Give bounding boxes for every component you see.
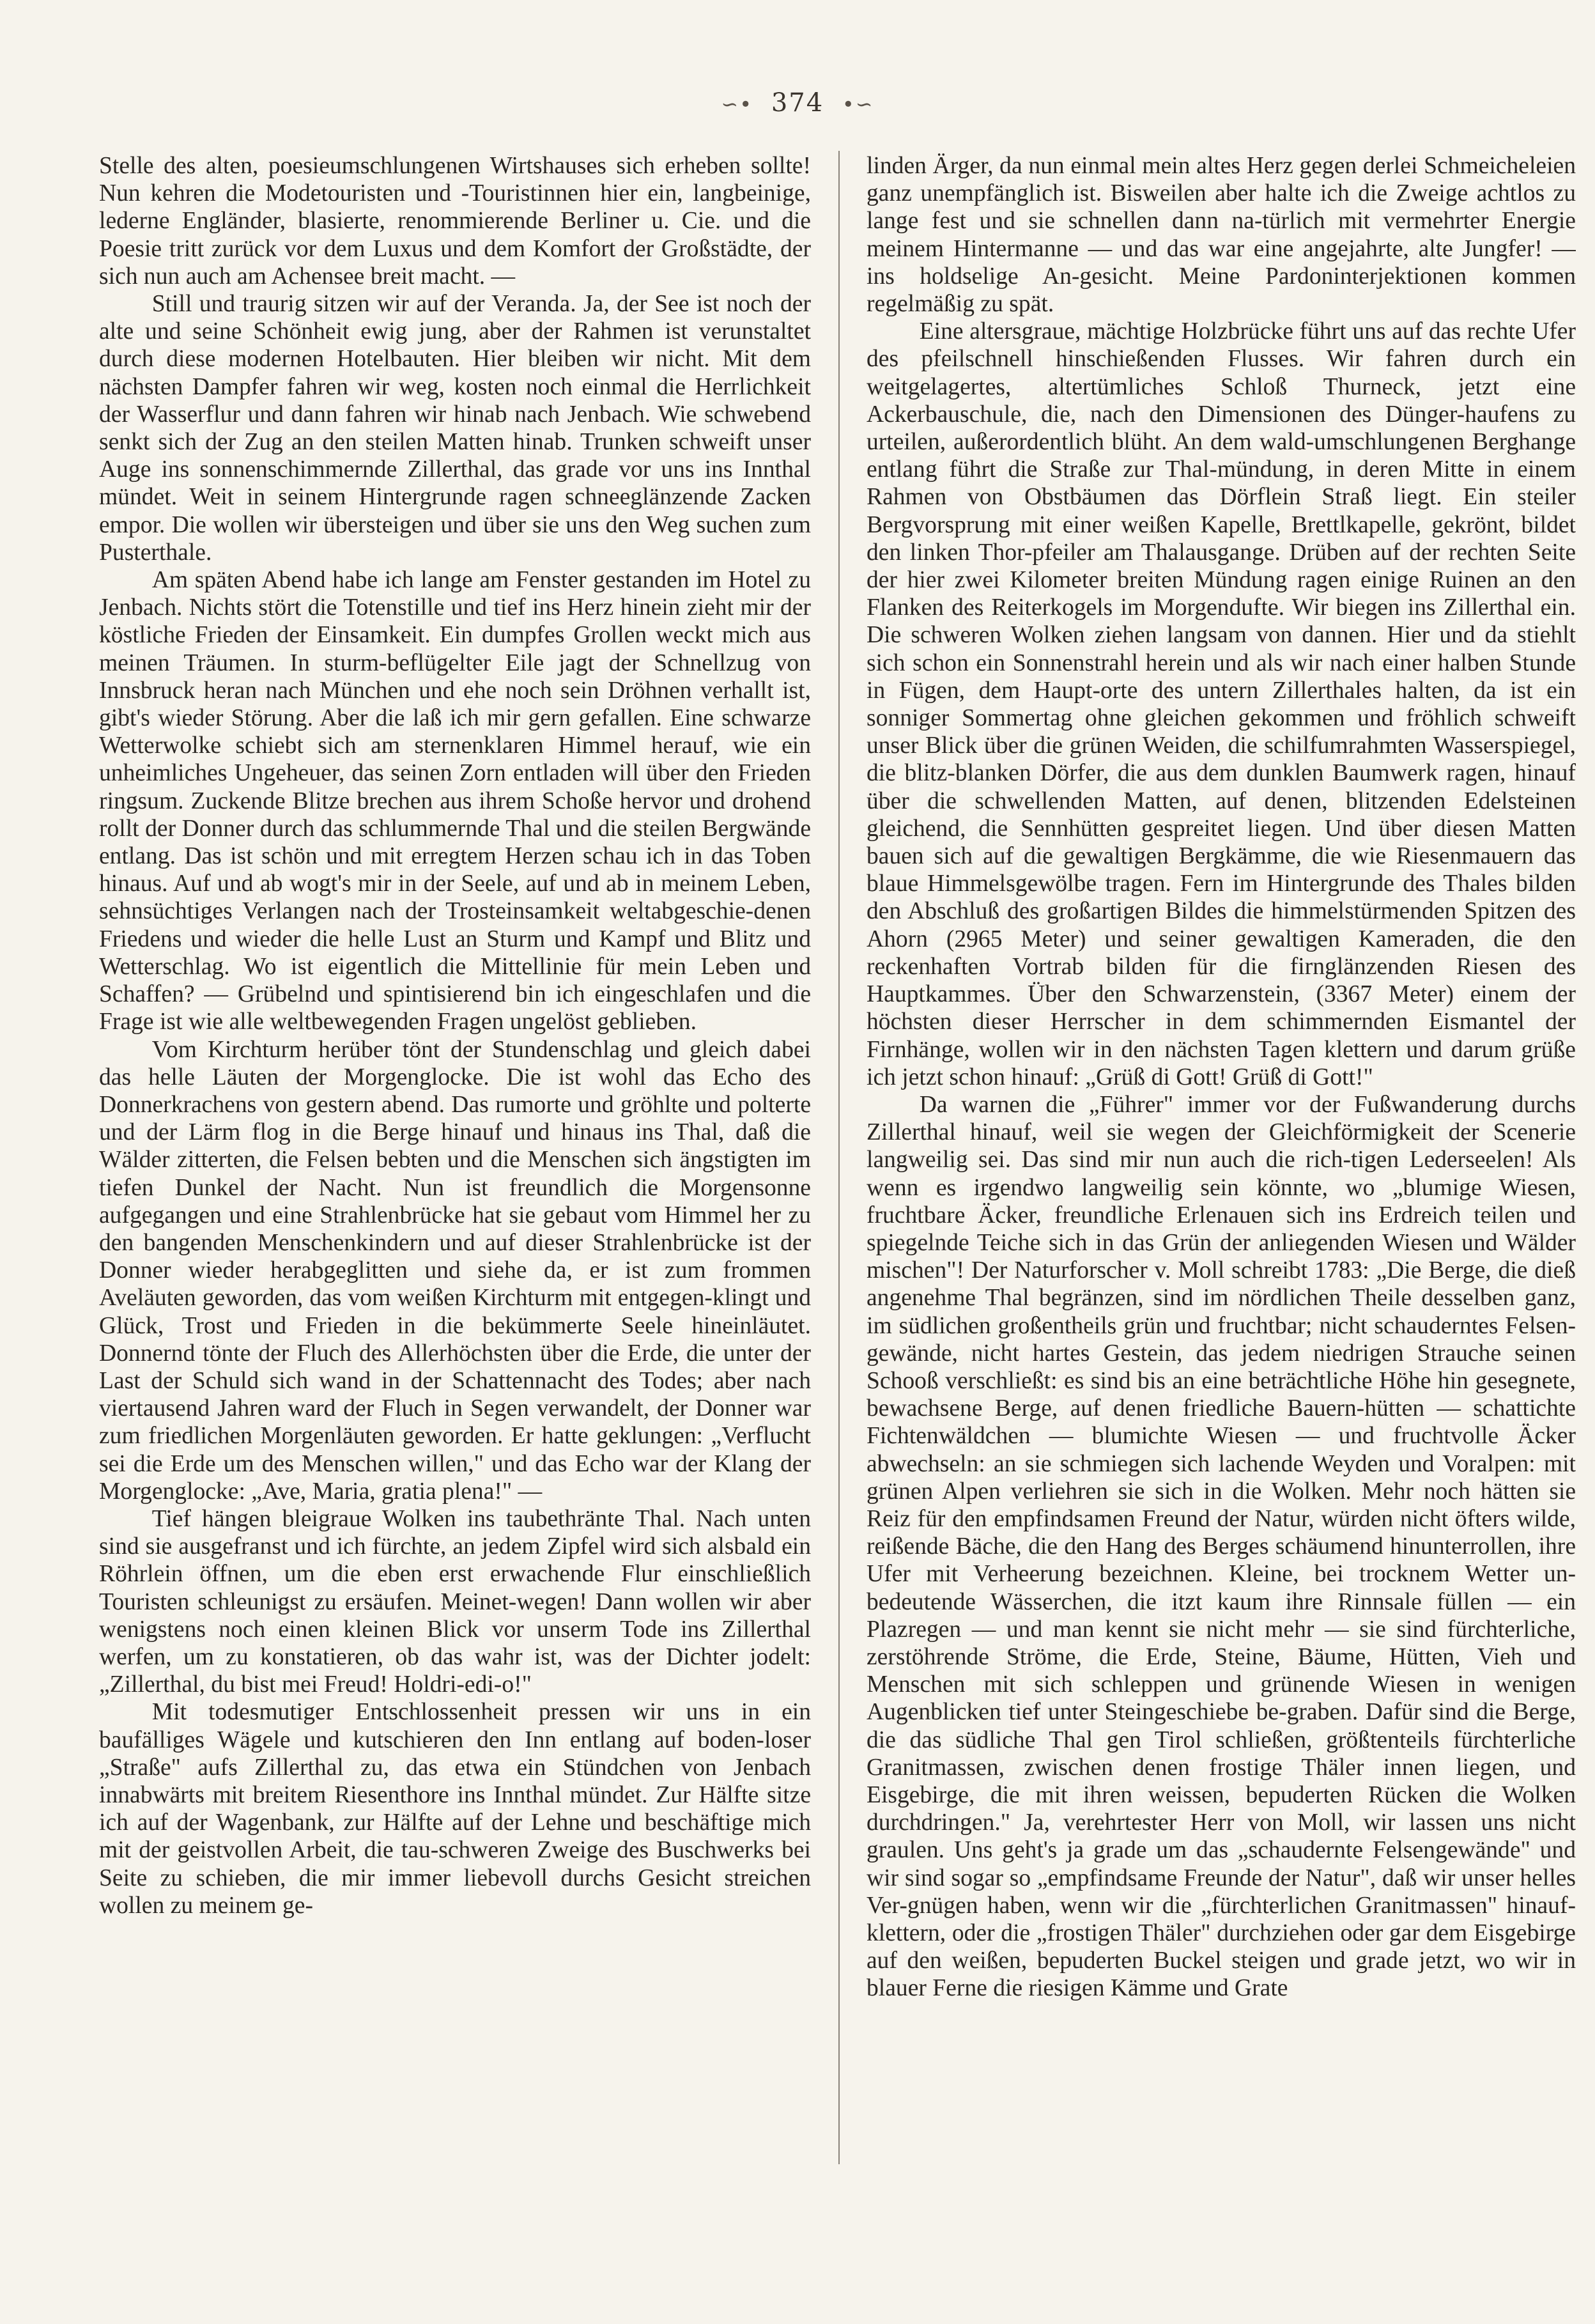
ornament-left: ∽• xyxy=(721,92,753,116)
right-text-column xyxy=(867,152,1576,2159)
paragraph: Stelle des alten, poesieumschlungenen Wirtshauses sich erheben sollte! Nun kehren die Modetouristen und -Touristinnen hier ein, langbeinige, lederne Engländer, blasierte, renommierende Berliner u. Cie. und die Poesie tritt zurück vor dem Luxus und dem Komfort der Großstädte, der sich nun auch am Achensee breit macht. — xyxy=(99,153,811,290)
page-number: 374 xyxy=(771,88,824,118)
ornament-right: •∽ xyxy=(842,92,874,116)
paragraph: linden Ärger, da nun einmal mein altes Herz gegen derlei Schmeicheleien ganz unempfänglich ist. Bisweilen aber halte ich die Zweige achtlos zu lange fest und sie schnellen dann na-türlich mit vermehrter Energie meinem Hintermanne — und das war eine angejahrte, alte Jungfer! — ins holdselige An-gesicht. Meine Pardoninterjektionen kommen regelmäßig zu spät. xyxy=(867,153,1576,318)
paragraph: Am späten Abend habe ich lange am Fenster gestanden im Hotel zu Jenbach. Nichts stört die Totenstille und tief ins Herz hinein zieht mir der köstliche Frieden der Einsamkeit. Ein dumpfes Grollen weckt mich aus meinen Träumen. In sturm-beflügelter Eile jagt der Schnellzug von Innsbruck heran nach München und ehe noch sein Dröhnen verhallt ist, gibt's wieder Störung. Aber die laß ich mir gern gefallen. Eine schwarze Wetterwolke schiebt sich am sternenklaren Himmel herauf, wie ein unheimliches Ungeheuer, das seinen Zorn entladen will über den Frieden ringsum. Zuckende Blitze brechen aus ihrem Schoße hervor und drohend rollt der Donner durch das schlummernde Thal und die steilen Bergwände entlang. Das ist schön und mit erregtem Herzen schau ich in das Toben hinaus. Auf und ab wogt's mir in der Seele, auf und ab in meinem Leben, sehnsüchtiges Verlangen nach der Trosteinsamkeit weltabgeschie-denen Friedens und wieder die helle Lust an Sturm und Kampf und Blitz und Wetterschlag. Wo ist eigentlich die Mittellinie für mein Leben und Schaffen? — Grübelnd und spintisierend bin ich eingeschlafen und die Frage ist wie alle weltbewegenden Fragen ungelöst geblieben. xyxy=(99,567,811,1035)
paragraph: Da warnen die „Führer" immer vor der Fußwanderung durchs Zillerthal hinauf, weil sie wegen der Gleichförmigkeit der Scenerie langweilig sei. Das sind mir nun auch die rich-tigen Lederseelen! Als wenn es irgendwo langweilig sein könnte, wo „blumige Wiesen, fruchtbare Äcker, freundliche Erlenauen sich ins Erdreich teilen und spiegelnde Teiche sich in das Grün der anliegenden Wiesen und Wälder mischen"! Der Naturforscher v. Moll schreibt 1783: „Die Berge, die dieß angenehme Thal begränzen, sind im nördlichen Theile desselben ganz, im südlichen großentheils grün und fruchtbar; nicht schauderntes Felsen-gewände, nicht hartes Gestein, das jedem niedrigen Strauche seinen Schooß verschließt: es sind bis an eine beträchtliche Höhe hin gesegnete, bewachsene Berge, auf denen friedliche Bauern-hütten — schattichte Fichtenwäldchen — blumichte Wiesen — und fruchtvolle Äcker abwechseln: an sie schmiegen sich lachende Weyden und Voralpen: mit grünen Alpen verliehren sie sich in die Wolken. Mehr noch hätten sie Reiz für den empfindsamen Freund der Natur, würden nicht öfters wilde, reißende Bäche, die den Hang des Berges schäumend hinunterrollen, ihre Ufer mit Verheerung bezeichnen. Kleine, bei trocknem Wetter un-bedeutende Wässerchen, die itzt kaum ihre Rinnsale füllen — ein Plazregen — und man kennt sie nicht mehr — sie sind fürchterliche, zerstöhrende Ströme, die Erde, Steine, Bäume, Hütten, Vieh und Menschen mit sich schleppen und grünende Wiesen in wenigen Augenblicken tief unter Steingeschiebe be-graben. Dafür sind die Berge, die das südliche Thal gen Tirol schließen, größtenteils fürchterliche Granitmassen, zwischen denen frostige Thäler innen liegen, und Eisgebirge, die mit ihren weissen, bepuderten Rücken die Wolken durchdringen." Ja, verehrtester Herr von Moll, wir lassen uns nicht graulen. Uns geht's ja grade um das „schaudernte Felsengewände" und wir sind sogar so „empfindsame Freunde der Natur", daß wir unser helles Ver-gnügen haben, wenn wir die „fürchterlichen Granitmassen" hinauf-klettern, oder die „frostigen Thäler" durchziehen oder gar dem Eisgebirge auf den weißen, bepuderten Buckel steigen und grade jetzt, wo wir in blauer Ferne die riesigen Kämme und Grate xyxy=(867,1091,1576,2002)
paragraph: Vom Kirchturm herüber tönt der Stundenschlag und gleich dabei das helle Läuten der Morgenglocke. Die ist wohl das Echo des Donnerkrachens von gestern abend. Das rumorte und gröhlte und polterte und der Lärm flog in die Berge hinauf und hinaus ins Thal, daß die Wälder zitterten, die Felsen bebten und die Menschen sich ängstigten im tiefen Dunkel der Nacht. Nun ist freundlich die Morgensonne aufgegangen und eine Strahlenbrücke hat sie gebaut vom Himmel her zu den bangenden Menschenkindern und auf dieser Strahlenbrücke ist der Donner wieder herabgeglitten und siehe da, er ist zum frommen Aveläuten geworden, das vom weißen Kirchturm mit entgegen-klingt und Glück, Trost und Frieden in die bekümmerte Seele hineinläutet. Donnernd tönte der Fluch des Allerhöchsten über die Erde, die unter der Last der Schuld sich wand in der Schattennacht des Todes; aber nach viertausend Jahren ward der Fluch in Segen verwandelt, der Donner war zum friedlichen Morgenläuten geworden. Er hatte geklungen: „Verflucht sei die Erde um des Menschen willen," und das Echo war der Klang der Morgenglocke: „Ave, Maria, gratia plena!" — xyxy=(99,1036,811,1505)
left-text-column xyxy=(99,152,811,2159)
paragraph: Tief hängen bleigraue Wolken ins taubethränte Thal. Nach unten sind sie ausgefranst und ich fürchte, an jedem Zipfel wird sich alsbald ein Röhrlein öffnen, um die eben erst erwachende Flur einschließlich Touristen schleunigst zu ersäufen. Meinet-wegen! Dann wollen wir aber wenigstens noch einen kleinen Blick vor unserm Tode ins Zillerthal werfen, um zu konstatieren, ob das wahr ist, was der Dichter jodelt: „Zillerthal, du bist mei Freud! Holdri-edi-o!" xyxy=(99,1505,811,1698)
page-number-header xyxy=(0,88,1595,118)
paragraph: Eine altersgraue, mächtige Holzbrücke führt uns auf das rechte Ufer des pfeilschnell hinschießenden Flusses. Wir fahren durch ein weitgelagertes, altertümliches Schloß Thurneck, jetzt eine Ackerbauschule, die, nach den Dimensionen des Dünger-haufens zu urteilen, außerordentlich blüht. An dem wald-umschlungenen Berghange entlang führt die Straße zur Thal-mündung, in deren Mitte in einem Rahmen von Obstbäumen das Dörflein Straß liegt. Ein steiler Bergvorsprung mit einer weißen Kapelle, Brettlkapelle, gekrönt, bildet den linken Thor-pfeiler am Thalausgange. Drüben auf der rechten Seite der hier zwei Kilometer breiten Mündung ragen einige Ruinen an den Flanken des Reiterkogels im Morgendufte. Wir biegen ins Zillerthal ein. Die schweren Wolken ziehen langsam von dannen. Hier und da stiehlt sich schon ein Sonnenstrahl herein und als wir nach einer halben Stunde in Fügen, dem Haupt-orte des untern Zillerthales halten, da ist ein sonniger Sommertag ohne gleichen gekommen und fröhlich schweift unser Blick über die grünen Weiden, die schilfumrahmten Wasserspiegel, die blitz-blanken Dörfer, die aus dem dunklen Baumwerk ragen, hinauf über die schwellenden Matten, auf denen, blitzenden Edelsteinen gleichend, die Sennhütten gespreitet liegen. Und über diesen Matten bauen sich auf die gewaltigen Bergkämme, die wie Riesenmauern das blaue Himmelsgewölbe tragen. Fern im Hintergrunde des Thales bilden den Abschluß des großartigen Bildes die himmelstürmenden Spitzen des Ahorn (2965 Meter) und seiner gewaltigen Kameraden, die den reckenhaften Vortrab bilden für die firnglänzenden Riesen des Hauptkammes. Über den Schwarzenstein, (3367 Meter) einem der höchsten dieser Herrscher in dem schimmernden Eismantel der Firnhänge, wollen wir in den nächsten Tagen klettern und darum grüße ich jetzt schon hinauf: „Grüß di Gott! Grüß di Gott!" xyxy=(867,318,1576,1090)
column-divider xyxy=(838,151,840,2164)
paragraph: Mit todesmutiger Entschlossenheit pressen wir uns in ein baufälliges Wägele und kutschieren den Inn entlang auf boden-loser „Straße" aufs Zillerthal zu, das etwa ein Stündchen von Jenbach innabwärts mit breitem Riesenthore ins Innthal mündet. Zur Hälfte sitze ich auf der Wagenbank, zur Hälfte auf der Lehne und beschäftige mich mit der geistvollen Arbeit, die tau-schweren Zweige des Buschwerks bei Seite zu schieben, die mir immer liebevoll durchs Gesicht streichen wollen zu meinem ge- xyxy=(99,1699,811,1919)
paragraph: Still und traurig sitzen wir auf der Veranda. Ja, der See ist noch der alte und seine Schönheit ewig jung, aber der Rahmen ist verunstaltet durch diese modernen Hotelbauten. Hier bleiben wir nicht. Mit dem nächsten Dampfer fahren wir weg, kosten noch einmal die Herrlichkeit der Wasserflur und dann fahren wir hinab nach Jenbach. Wie schwebend senkt sich der Zug an den steilen Matten hinab. Trunken schweift unser Auge ins sonnenschimmernde Zillerthal, das grade vor uns ins Innthal mündet. Weit in seinem Hintergrunde ragen schneeglänzende Zacken empor. Die wollen wir übersteigen und über sie uns den Weg suchen zum Pusterthale. xyxy=(99,291,811,566)
